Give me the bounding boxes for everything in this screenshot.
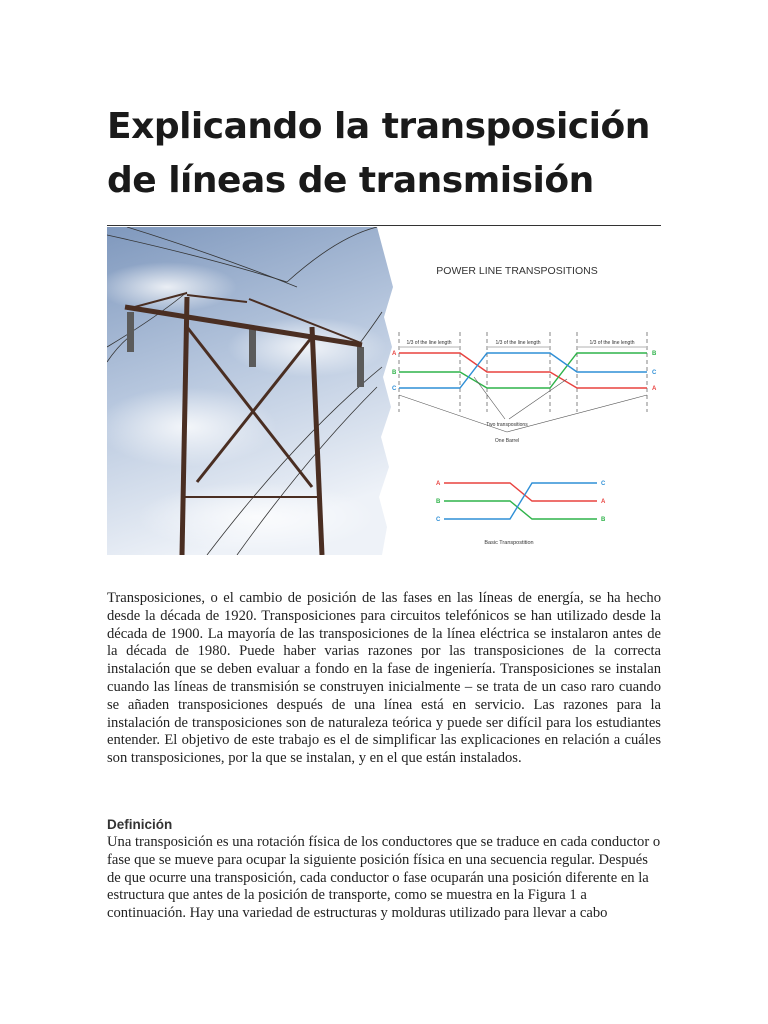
title-divider: [107, 225, 661, 226]
page-title: Explicando la transposición de líneas de transmisión: [107, 106, 650, 201]
phase-c-line: [399, 353, 647, 388]
definition-paragraph: Una transposición es una rotación física de los conductores que se traduce en cada conductor o fase que se mueve para ocupar la siguiente posición física en una secuencia regular. Después de que ocurre una transposición, cada conductor o fase ocuparán una posición diferente en la estructura que antes de la posición de transporte, como se muestra en la Figura 1 a continuación. Hay una variedad de estructuras y molduras utilizado para llevar a cabo: [107, 834, 661, 922]
basic-b-label-left: B: [436, 499, 441, 505]
intro-paragraph: Transposiciones, o el cambio de posición de las fases en las líneas de energía, se ha hecho desde la década de 1920. Transposiciones para circuitos telefónicos se han utilizado desde la década de 1900. La mayoría de las transposiciones de la línea eléctrica se instalaron antes de la década de 1980. Puede haber varias razones por las transposiciones de la correcta instalación que se deben evaluar a fondo en la fase de ingeniería. Transposiciones se instalan cuando las líneas de transmisión se construyen inicialmente – se trata de un caso raro cuando se añaden transposiciones después de una línea está en servicio. Las razones para la instalación de transposiciones son de naturaleza teórica y puede ser difícil para los estudiantes entender. El objetivo de este trabajo es el de simplificar las explicaciones en relación a cuáles son transposiciones, por la que se instalan, y en el que están instalados.: [107, 590, 661, 767]
figure-power-line-transpositions: [107, 227, 661, 555]
phase-a-label-right: A: [652, 386, 657, 392]
basic-transposition-label: Basic Transpostition: [484, 540, 534, 546]
phase-b-line: [399, 353, 647, 388]
phase-a-label-left: A: [392, 351, 397, 357]
basic-a-label-left: A: [436, 481, 441, 487]
basic-phase-a-line: [444, 483, 597, 501]
figure-svg: [107, 227, 661, 555]
phase-b-label-right: B: [652, 351, 657, 357]
phase-c-label-left: C: [392, 386, 397, 392]
basic-b-label-right: B: [601, 517, 606, 523]
basic-a-label-right: A: [601, 499, 606, 505]
basic-phase-b-line: [444, 501, 597, 519]
basic-c-label-left: C: [436, 517, 441, 523]
segment-label-3: 1/3 of the line length: [589, 340, 635, 346]
basic-c-label-right: C: [601, 481, 606, 487]
section-heading-definition: Definición: [107, 817, 173, 832]
segment-label-1: 1/3 of the line length: [406, 340, 452, 346]
phase-b-label-left: B: [392, 370, 397, 376]
tower-photo: [107, 227, 397, 555]
two-transpositions-label: Two transpositions: [486, 422, 528, 428]
transposition-diagram: [392, 265, 657, 546]
phase-a-line: [399, 353, 647, 388]
barrel-label: One Barrel: [494, 438, 520, 444]
diagram-title: POWER LINE TRANSPOSITIONS: [436, 265, 598, 277]
phase-c-label-right: C: [652, 370, 657, 376]
segment-label-2: 1/3 of the line length: [495, 340, 541, 346]
